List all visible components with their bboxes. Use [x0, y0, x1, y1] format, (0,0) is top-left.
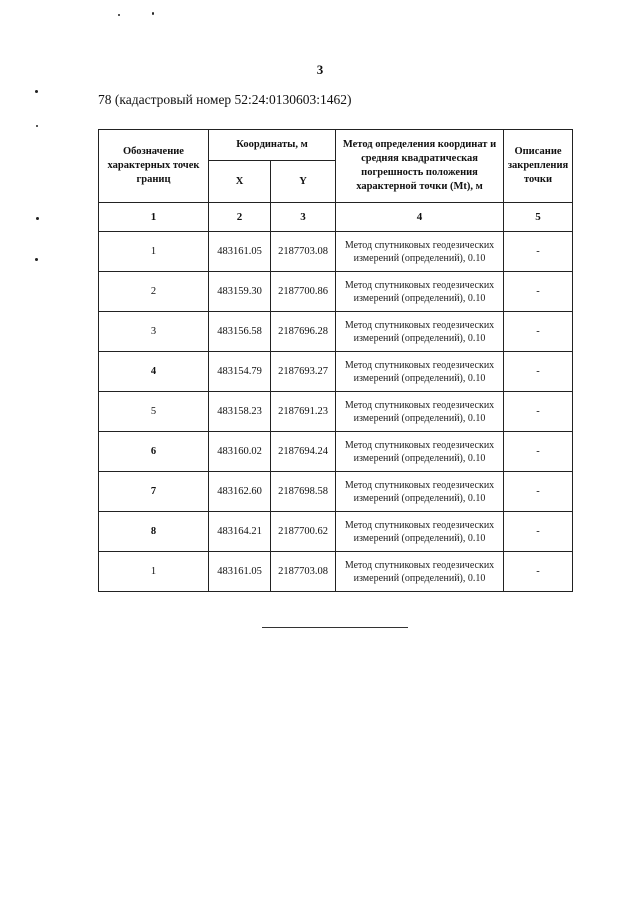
table-row [99, 472, 573, 512]
column-number: 4 [336, 203, 504, 232]
table-row [99, 312, 573, 352]
coord-x: 483162.60 [209, 472, 271, 512]
coord-y: 2187694.24 [271, 432, 336, 472]
coord-y: 2187700.86 [271, 272, 336, 312]
scan-speck [152, 12, 154, 15]
coord-y: 2187703.08 [271, 232, 336, 272]
coordinates-table [98, 129, 573, 592]
table-row [99, 272, 573, 312]
scan-speck [118, 14, 120, 16]
point-number: 1 [99, 552, 209, 592]
coord-x: 483158.23 [209, 392, 271, 432]
point-number: 6 [99, 432, 209, 472]
description-cell: - [504, 232, 573, 272]
document-heading: 78 (кадастровый номер 52:24:0130603:1462) [98, 92, 352, 107]
description-cell: - [504, 552, 573, 592]
scan-speck [36, 125, 38, 127]
description-cell: - [504, 272, 573, 312]
table-row [99, 392, 573, 432]
point-number: 8 [99, 512, 209, 552]
header-method: Метод определения координат и средняя квадратическая погрешность положения характерной точки (Mt), м [336, 130, 504, 203]
point-number: 2 [99, 272, 209, 312]
table-row [99, 432, 573, 472]
column-number: 5 [504, 203, 573, 232]
coord-x: 483156.58 [209, 312, 271, 352]
description-cell: - [504, 312, 573, 352]
table-body [99, 232, 573, 592]
coord-y: 2187696.28 [271, 312, 336, 352]
point-number: 7 [99, 472, 209, 512]
header-description: Описание закрепления точки [504, 130, 573, 203]
point-number: 1 [99, 232, 209, 272]
point-number: 5 [99, 392, 209, 432]
column-number: 1 [99, 203, 209, 232]
page-number: 3 [316, 62, 324, 77]
table-row [99, 232, 573, 272]
coord-y: 2187700.62 [271, 512, 336, 552]
description-cell: - [504, 392, 573, 432]
description-cell: - [504, 472, 573, 512]
coord-x: 483160.02 [209, 432, 271, 472]
scan-speck [35, 90, 38, 93]
end-rule-divider [262, 627, 408, 628]
description-cell: - [504, 352, 573, 392]
method-cell: Метод спутниковых геодезических измерений (определений), 0.10 [336, 272, 504, 312]
column-number: 3 [271, 203, 336, 232]
coord-x: 483161.05 [209, 552, 271, 592]
table-row [99, 512, 573, 552]
header-designation: Обозначение характерных точек границ [99, 130, 209, 203]
coord-x: 483161.05 [209, 232, 271, 272]
column-number: 2 [209, 203, 271, 232]
coord-x: 483164.21 [209, 512, 271, 552]
header-x: X [209, 161, 271, 203]
scan-speck [35, 258, 38, 261]
header-y: Y [271, 161, 336, 203]
description-cell: - [504, 432, 573, 472]
table-row [99, 552, 573, 592]
method-cell: Метод спутниковых геодезических измерений (определений), 0.10 [336, 432, 504, 472]
method-cell: Метод спутниковых геодезических измерений (определений), 0.10 [336, 392, 504, 432]
table-row [99, 352, 573, 392]
method-cell: Метод спутниковых геодезических измерений (определений), 0.10 [336, 552, 504, 592]
point-number: 3 [99, 312, 209, 352]
point-number: 4 [99, 352, 209, 392]
method-cell: Метод спутниковых геодезических измерений (определений), 0.10 [336, 472, 504, 512]
scan-speck [36, 217, 39, 220]
method-cell: Метод спутниковых геодезических измерений (определений), 0.10 [336, 512, 504, 552]
table-header [99, 130, 573, 232]
header-coordinates: Координаты, м [209, 130, 336, 161]
coord-y: 2187691.23 [271, 392, 336, 432]
coord-x: 483154.79 [209, 352, 271, 392]
coord-y: 2187698.58 [271, 472, 336, 512]
description-cell: - [504, 512, 573, 552]
coord-y: 2187703.08 [271, 552, 336, 592]
method-cell: Метод спутниковых геодезических измерений (определений), 0.10 [336, 312, 504, 352]
coord-y: 2187693.27 [271, 352, 336, 392]
method-cell: Метод спутниковых геодезических измерений (определений), 0.10 [336, 232, 504, 272]
method-cell: Метод спутниковых геодезических измерений (определений), 0.10 [336, 352, 504, 392]
coord-x: 483159.30 [209, 272, 271, 312]
